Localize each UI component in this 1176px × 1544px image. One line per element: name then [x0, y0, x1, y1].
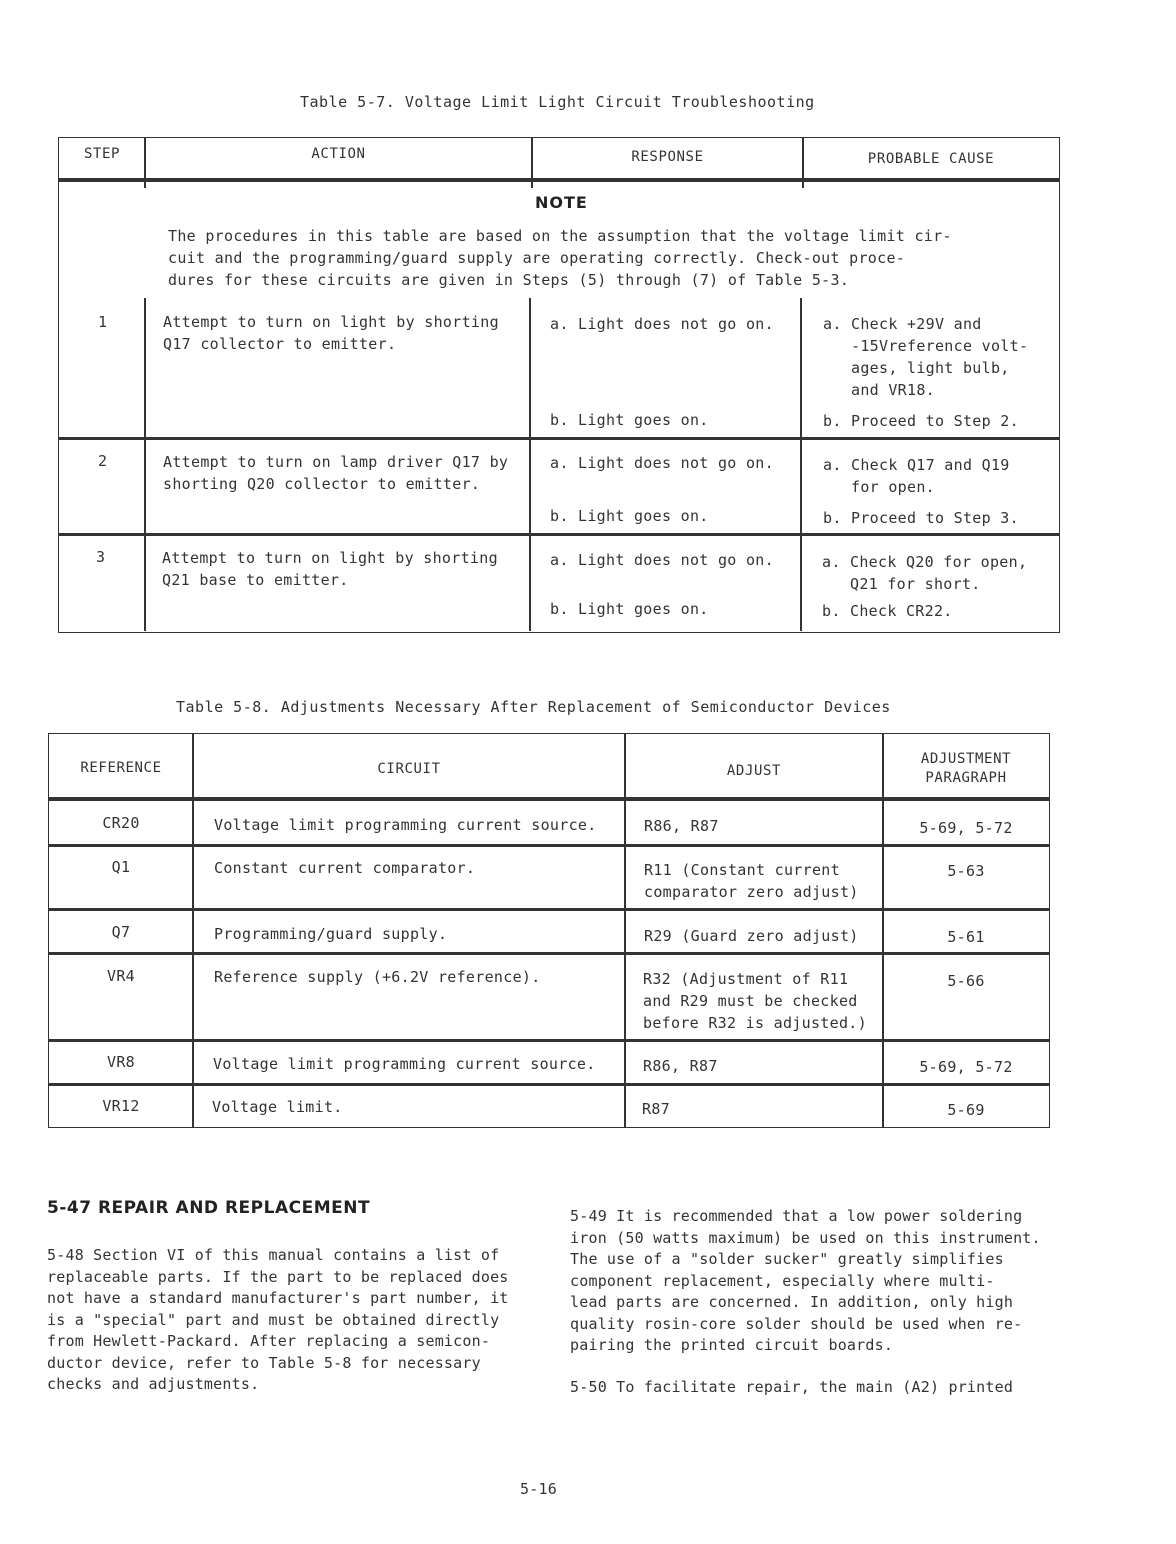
row2-step: 2	[98, 452, 108, 470]
header-step: STEP	[83, 146, 121, 162]
circuit-vr8: Voltage limit programming current source.	[213, 1055, 596, 1073]
ref-vr4: VR4	[107, 967, 135, 985]
note-title: NOTE	[535, 193, 588, 212]
adjust-cr20: R86, R87	[644, 817, 719, 835]
note-line: The procedures in this table are based on the assumption that the voltage limit cir-	[168, 227, 952, 245]
paragraph-5-49: 5-49 It is recommended that a low power soldering iron (50 watts maximum) be used on this instrument. The use of a "solder sucker" greatly simplifies component replacement, especially where multi- lead parts are concerned. In addition, only high quality rosin-core solder should be used when re- pairing the printed circuit boards.	[570, 1207, 1041, 1354]
ref-vr12: VR12	[102, 1097, 140, 1115]
row2-cause-b: b. Proceed to Step 3.	[823, 509, 1019, 527]
note-line: dures for these circuits are given in Steps (5) through (7) of Table 5-3.	[168, 271, 850, 289]
ref-cr20: CR20	[102, 814, 140, 832]
row2-response-b: b. Light goes on.	[550, 507, 709, 525]
row3-cause-b: b. Check CR22.	[822, 602, 953, 620]
para-vr12: 5-69	[947, 1101, 985, 1119]
note-text	[168, 225, 952, 291]
row1-step: 1	[98, 313, 108, 331]
row3-action: Attempt to turn on light by shorting Q21 base to emitter.	[162, 549, 498, 589]
section-heading: 5-47 REPAIR AND REPLACEMENT	[47, 1198, 371, 1218]
note-line: cuit and the programming/guard supply are operating correctly. Check-out proce-	[168, 249, 906, 267]
header-probable-cause: PROBABLE CAUSE	[867, 151, 995, 167]
paragraph-5-50: 5-50 To facilitate repair, the main (A2) printed	[570, 1378, 1014, 1396]
para-cr20: 5-69, 5-72	[919, 819, 1013, 837]
row3-response-b: b. Light goes on.	[550, 600, 709, 618]
adjust-q1: R11 (Constant current comparator zero adjust)	[644, 861, 859, 901]
para-q1: 5-63	[947, 862, 985, 880]
row3-cause-a: a. Check Q20 for open, Q21 for short.	[822, 553, 1028, 593]
table-5-7-caption: Table 5-7. Voltage Limit Light Circuit Troubleshooting	[300, 93, 815, 111]
para-vr8: 5-69, 5-72	[919, 1058, 1013, 1076]
row3-response-a: a. Light does not go on.	[550, 551, 774, 569]
header-response: RESPONSE	[631, 149, 704, 165]
row1-response-b: b. Light goes on.	[550, 411, 709, 429]
header-action: ACTION	[311, 146, 366, 162]
para-q7: 5-61	[947, 928, 985, 946]
page-number: 5-16	[520, 1480, 557, 1498]
header-adjustment-paragraph: ADJUSTMENT PARAGRAPH	[920, 751, 1012, 786]
row2-response-a: a. Light does not go on.	[550, 454, 774, 472]
para-vr4: 5-66	[947, 972, 985, 990]
adjust-vr12: R87	[642, 1100, 670, 1118]
row3-step: 3	[96, 548, 106, 566]
header-adjust: ADJUST	[726, 763, 782, 779]
ref-q1: Q1	[111, 858, 131, 876]
row1-cause-b: b. Proceed to Step 2.	[823, 412, 1019, 430]
row1-action: Attempt to turn on light by shorting Q17 collector to emitter.	[163, 313, 499, 353]
ref-q7: Q7	[111, 923, 131, 941]
ref-vr8: VR8	[107, 1053, 135, 1071]
adjust-q7: R29 (Guard zero adjust)	[644, 927, 859, 945]
adjust-vr8: R86, R87	[643, 1057, 718, 1075]
paragraph-5-48: 5-48 Section VI of this manual contains a list of replaceable parts. If the part to be replaced does not have a standard manufacturer's part number, it is a "special" part and must be obtained directly from Hewlett-Packard. After replacing a semicon- ductor device, refer to Table 5-8 for necessary checks and adjustments.	[47, 1246, 509, 1393]
circuit-cr20: Voltage limit programming current source.	[214, 816, 597, 834]
row1-cause-a: a. Check +29V and -15Vreference volt- ages, light bulb, and VR18.	[823, 315, 1029, 399]
row2-action: Attempt to turn on lamp driver Q17 by shorting Q20 collector to emitter.	[163, 453, 509, 493]
header-reference: REFERENCE	[80, 760, 162, 776]
header-circuit: CIRCUIT	[377, 761, 441, 777]
row1-response-a: a. Light does not go on.	[550, 315, 774, 333]
row2-cause-a: a. Check Q17 and Q19 for open.	[823, 456, 1010, 496]
table-5-8-caption: Table 5-8. Adjustments Necessary After Replacement of Semiconductor Devices	[176, 698, 891, 716]
circuit-vr12: Voltage limit.	[212, 1098, 343, 1116]
circuit-q7: Programming/guard supply.	[214, 925, 448, 943]
circuit-q1: Constant current comparator.	[214, 859, 476, 877]
circuit-vr4: Reference supply (+6.2V reference).	[214, 968, 541, 986]
adjust-vr4: R32 (Adjustment of R11 and R29 must be checked before R32 is adjusted.)	[643, 970, 867, 1032]
